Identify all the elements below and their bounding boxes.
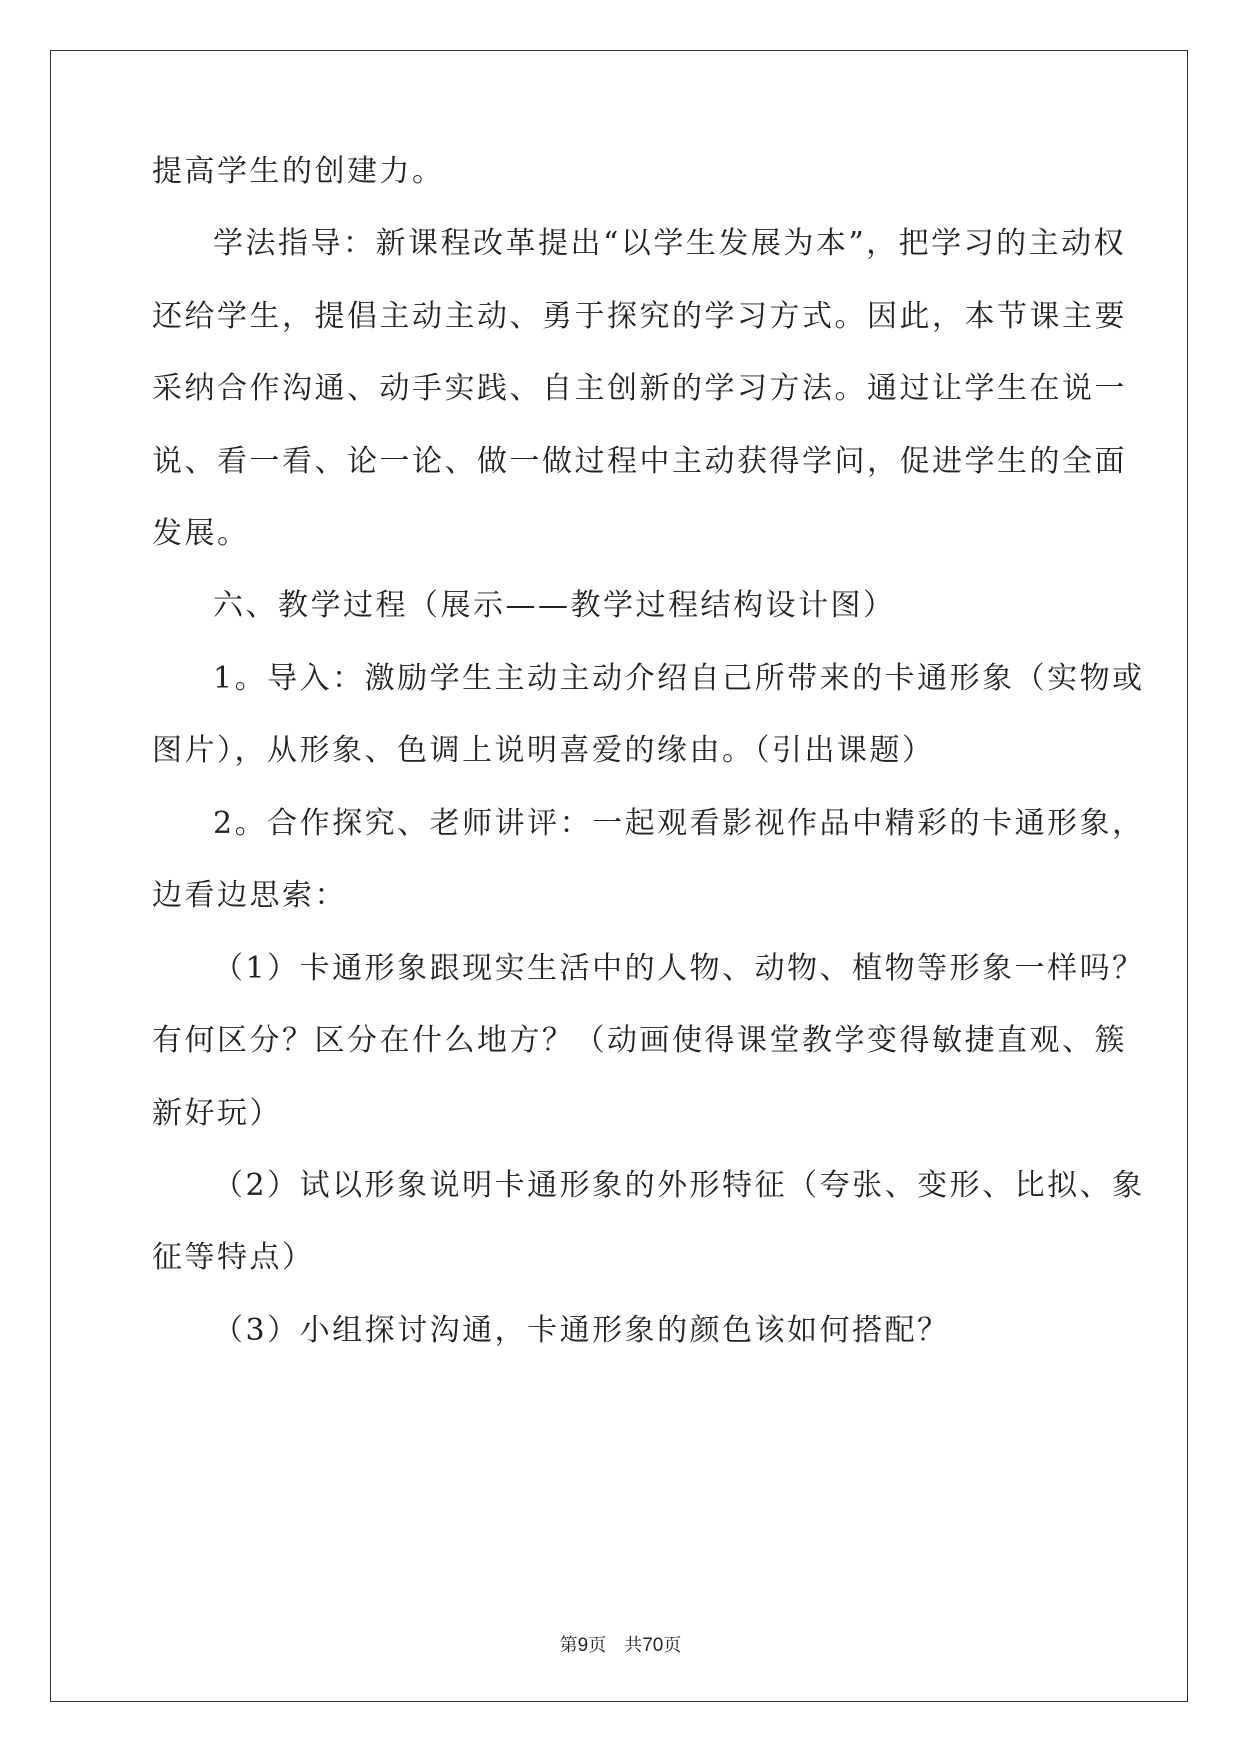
- text-line-17: （3）小组探讨沟通，卡通形象的颜色该如何搭配？: [213, 1313, 950, 1348]
- text-line-8: 1。导入：激励学生主动主动介绍自己所带来的卡通形象（实物或: [213, 661, 1145, 696]
- text-line-2: 学法指导：新课程改革提出“以学生发展为本”，把学习的主动权: [213, 226, 1127, 261]
- footer-total-pages: 70: [642, 1635, 664, 1656]
- footer-suffix: 页: [663, 1635, 682, 1656]
- footer-prefix: 第: [559, 1635, 578, 1656]
- text-line-7: 六、教学过程（展示——教学过程结构设计图）: [213, 588, 896, 623]
- footer-mid: 页 共: [588, 1635, 643, 1656]
- text-line-15: （2）试以形象说明卡通形象的外形特征（夸张、变形、比拟、象: [213, 1168, 1145, 1203]
- text-line-16: 征等特点）: [152, 1240, 315, 1275]
- text-line-13: 有何区分？区分在什么地方？（动画使得课堂教学变得敏捷直观、簇: [152, 1023, 1127, 1058]
- footer-page-number: 9: [577, 1635, 589, 1656]
- text-line-1: 提高学生的创建力。: [152, 154, 445, 189]
- text-line-14: 新好玩）: [152, 1096, 282, 1131]
- text-line-3: 还给学生，提倡主动主动、勇于探究的学习方式。因此，本节课主要: [152, 299, 1127, 334]
- text-line-11: 边看边思索：: [152, 878, 347, 913]
- text-line-4: 采纳合作沟通、动手实践、自主创新的学习方法。通过让学生在说一: [152, 371, 1127, 406]
- text-line-10: 2。合作探究、老师讲评：一起观看影视作品中精彩的卡通形象，: [213, 806, 1145, 841]
- text-line-6: 发展。: [152, 516, 250, 551]
- text-line-12: （1）卡通形象跟现实生活中的人物、动物、植物等形象一样吗？: [213, 951, 1145, 986]
- text-line-5: 说、看一看、论一论、做一做过程中主动获得学问，促进学生的全面: [152, 444, 1127, 479]
- text-line-9: 图片），从形象、色调上说明喜爱的缘由。（引出课题）: [152, 733, 935, 768]
- page-footer: [0, 1634, 1241, 1658]
